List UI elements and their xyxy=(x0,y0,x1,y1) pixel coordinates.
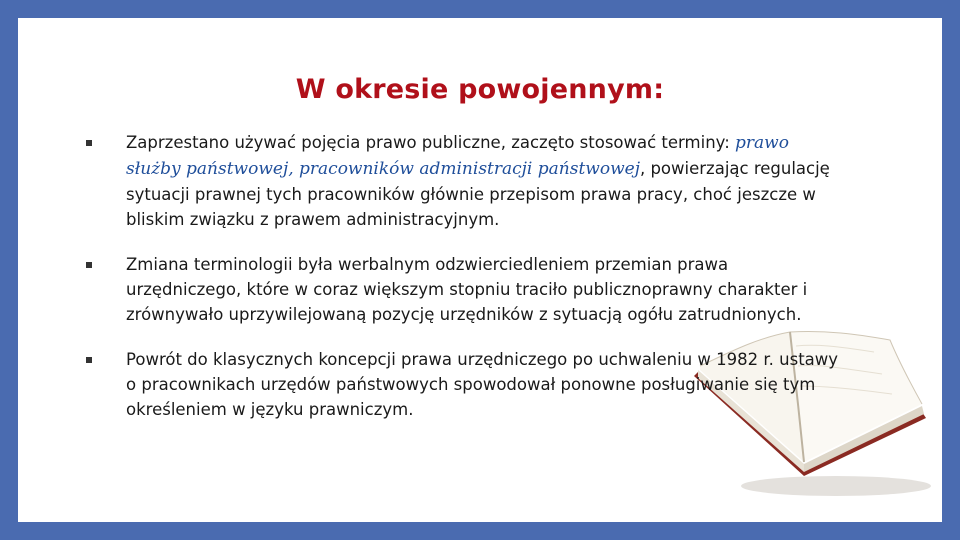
bullet-icon xyxy=(86,140,92,146)
bullet-item-1 xyxy=(86,130,846,232)
bullet-item-3 xyxy=(86,347,846,422)
bullet-1-text-end: , powierzając regulację sytuacji prawnej tych pracowników głównie przepisom prawa pracy, choć jeszcze w bliskim związku z prawem administracyjnym. xyxy=(126,159,830,229)
slide xyxy=(18,18,942,522)
bullet-icon xyxy=(86,262,92,268)
slide-title: W okresie powojennym: xyxy=(295,74,665,105)
bullet-2-text: Zmiana terminologii była werbalnym odzwierciedleniem przemian prawa urzędniczego, które w coraz większym stopniu traciło publicznoprawny charakter i zrównywało uprzywilejowaną pozycję urzędników z sytuacją ogółu zatrudnionych. xyxy=(126,255,808,324)
bullet-item-2 xyxy=(86,252,846,327)
bullet-3-text: Powrót do klasycznych koncepcji prawa urzędniczego po uchwaleniu w 1982 r. ustawy o pracownikach urzędów państwowych spowodował ponowne posługiwanie się tym określeniem w języku prawniczym. xyxy=(126,350,839,419)
bullet-1-text: Zaprzestano używać pojęcia prawo publiczne, zaczęto stosować terminy: xyxy=(126,133,736,152)
bullet-1-emphasis: prawo służby państwowej, pracowników administracji państwowej xyxy=(126,133,789,179)
bullet-list xyxy=(86,130,846,442)
bullet-icon xyxy=(86,357,92,363)
